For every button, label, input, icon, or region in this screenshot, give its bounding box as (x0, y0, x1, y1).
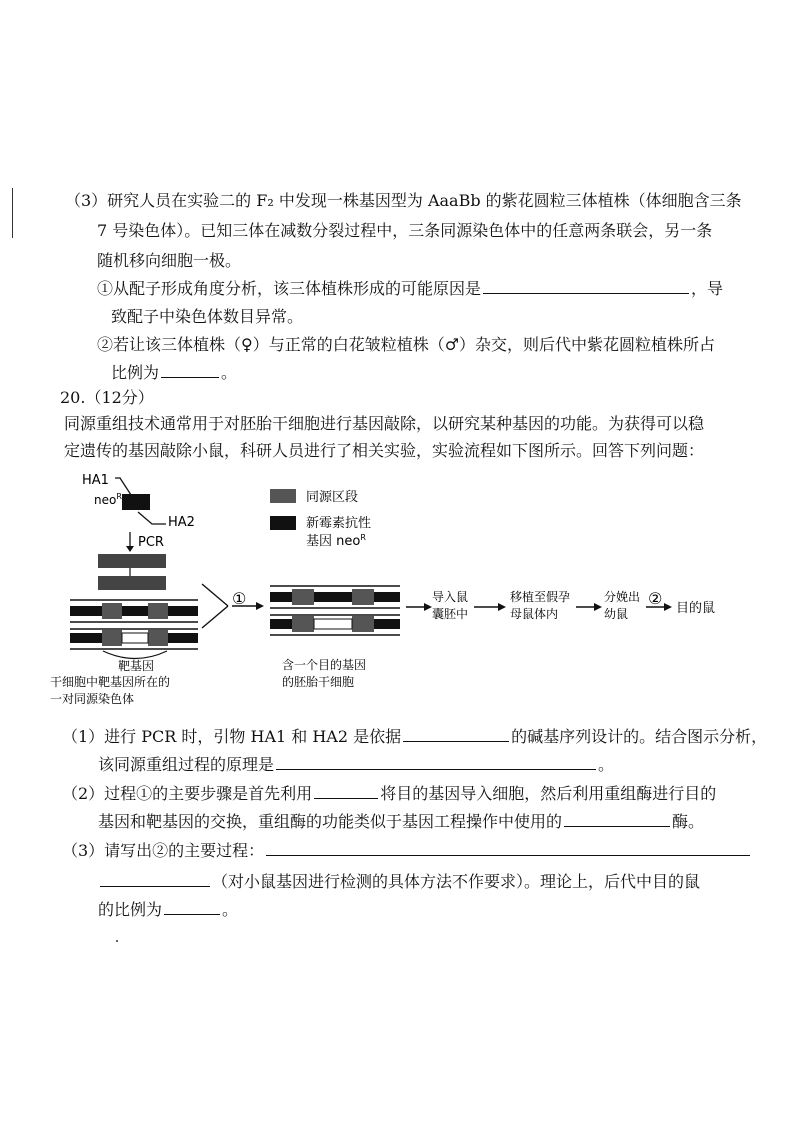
q20-p2-text-c: 基因和靶基因的交换，重组酶的功能类似于基因工程操作中使用的 (98, 812, 563, 831)
legend-neo-label-line1: 新霉素抗性 (306, 516, 372, 531)
homolog-region (292, 616, 314, 632)
q20-p1-text-c: 该同源重组过程的原理是 (98, 755, 275, 774)
q19-sub2-end: 。 (221, 363, 238, 382)
q20-p1-text-d: 。 (598, 755, 615, 774)
q19-p3-sub1-cont: 致配子中染色体数目异常。 (111, 307, 304, 326)
answer-blank[interactable] (100, 872, 210, 887)
target-gene-segment (122, 633, 148, 643)
q20-p2-text-a: （2）过程①的主要步骤是首先利用 (62, 784, 313, 803)
answer-blank[interactable] (403, 727, 509, 742)
q20-p3-line2 (98, 872, 700, 892)
pcr-arrow-head (126, 546, 134, 552)
flow-arrow-3-head (594, 603, 602, 611)
label-ha2: HA2 (168, 515, 195, 530)
answer-blank[interactable] (483, 279, 689, 294)
q20-p3-line1 (62, 841, 752, 861)
flow1-line2: 囊胚中 (432, 607, 469, 621)
flow1-line1: 导入鼠 (432, 590, 469, 604)
q20-p1-line2 (98, 755, 614, 775)
pcr-product-bottom (98, 576, 166, 590)
legend-neo-label-line2 (306, 533, 366, 549)
homolog-region (352, 616, 374, 632)
answer-blank[interactable] (314, 784, 378, 799)
label-neo-sup: R (116, 492, 122, 501)
flow-arrow-2-head (498, 603, 506, 611)
flow-arrow-4-head (664, 603, 672, 611)
q20-p3-text-d: 。 (222, 900, 239, 919)
flow-end: 目的鼠 (676, 601, 716, 616)
answer-blank[interactable] (564, 812, 670, 827)
label-target-gene: 靶基因 (118, 659, 155, 673)
experiment-diagram (0, 466, 800, 706)
q20-p1-line1 (62, 727, 767, 747)
q20-p2-line2 (98, 812, 704, 832)
homolog-region (102, 630, 122, 646)
q19-sub2-text: 比例为 (111, 363, 160, 382)
target-gene-brace (103, 651, 167, 659)
merge-line-upper (202, 584, 228, 606)
flow2-line1: 移植至假孕 (510, 590, 571, 604)
homolog-region (292, 589, 314, 605)
q19-p3-line1: （3）研究人员在实验二的 F₂ 中发现一株基因型为 AaaBb 的紫花圆粒三体植株（体细胞含三条 (65, 191, 742, 210)
q20-header: 20.（12分） (60, 388, 154, 407)
q19-p3-line3: 随机移向细胞一极。 (97, 251, 242, 270)
caption-mid-line2: 的胚胎干细胞 (282, 675, 355, 689)
legend-homolog-label: 同源区段 (306, 490, 359, 505)
caption-left-line1: 干细胞中靶基因所在的 (50, 675, 171, 689)
label-step1: ① (232, 589, 247, 608)
legend-neo-sup: R (360, 533, 366, 542)
homolog-region (102, 603, 122, 619)
es-chromosome-upper (270, 592, 400, 602)
label-pcr: PCR (138, 535, 164, 550)
legend-swatch-homolog (270, 489, 296, 503)
homolog-region (148, 603, 168, 619)
construct-neo-segment (122, 494, 150, 510)
q20-intro-line1: 同源重组技术通常用于对胚胎干细胞进行基因敲除，以研究某种基因的功能。为获得可以稳 (64, 414, 705, 433)
flow3-line1: 分娩出 (604, 590, 641, 604)
es-target-gene-segment (314, 619, 352, 629)
q20-p3-text-c: 的比例为 (98, 900, 163, 919)
pcr-product-top (98, 554, 166, 568)
merge-line-lower (202, 606, 228, 628)
q20-intro-line2: 定遗传的基因敲除小鼠，科研人员进行了相关实验，实验流程如下图所示。回答下列问题： (64, 441, 705, 460)
flow-arrow-1-head (424, 603, 432, 611)
q19-p3-sub2-cont (111, 363, 237, 383)
answer-blank[interactable] (276, 755, 596, 770)
q19-sub1-end: ，导 (691, 279, 724, 298)
q19-sub1-text: ①从配子形成角度分析，该三体植株形成的可能原因是 (97, 279, 482, 298)
q20-p1-text-a: （1）进行 PCR 时，引物 HA1 和 HA2 是依据 (62, 727, 402, 746)
answer-blank[interactable] (161, 363, 219, 378)
flow3-line2: 幼鼠 (604, 607, 629, 621)
homolog-region (148, 630, 168, 646)
q19-p3-sub2: ②若让该三体植株（♀）与正常的白花皱粒植株（♂）杂交，则后代中紫花圆粒植株所占 (97, 335, 716, 354)
step1-arrow-head (256, 602, 264, 610)
homolog-region (352, 589, 374, 605)
caption-mid-line1: 含一个目的基因 (282, 658, 367, 672)
margin-rule (12, 188, 13, 238)
q20-p3-text-b: （对小鼠基因进行检测的具体方法不作要求）。理论上，后代中目的鼠 (212, 872, 701, 891)
q20-p2-text-d: 酶。 (672, 812, 705, 831)
stray-dot (116, 940, 118, 942)
label-neo-text: neo (94, 493, 117, 507)
label-ha1: HA1 (82, 473, 109, 488)
caption-left-line2: 一对同源染色体 (50, 692, 135, 706)
legend-swatch-neo (270, 516, 296, 530)
q19-p3-line2: 7 号染色体）。已知三体在减数分裂过程中，三条同源染色体中的任意两条联会，另一条 (97, 221, 713, 240)
q20-p2-text-b: 将目的基因导入细胞，然后利用重组酶进行目的 (380, 784, 717, 803)
flow2-line2: 母鼠体内 (510, 607, 559, 621)
chromosome-upper (70, 606, 198, 616)
legend-neo-text: 基因 neo (306, 534, 361, 549)
label-step2: ② (648, 589, 663, 608)
answer-blank[interactable] (266, 841, 750, 856)
q20-p3-line3 (98, 900, 238, 920)
q20-p2-line1 (62, 784, 716, 804)
ha2-primer-line (138, 512, 166, 524)
label-neo (94, 492, 122, 507)
q19-p3-sub1 (97, 279, 723, 299)
q20-p3-text-a: （3）请写出②的主要过程： (62, 841, 265, 860)
q20-p1-text-b: 的碱基序列设计的。结合图示分析， (511, 727, 768, 746)
answer-blank[interactable] (164, 900, 220, 915)
